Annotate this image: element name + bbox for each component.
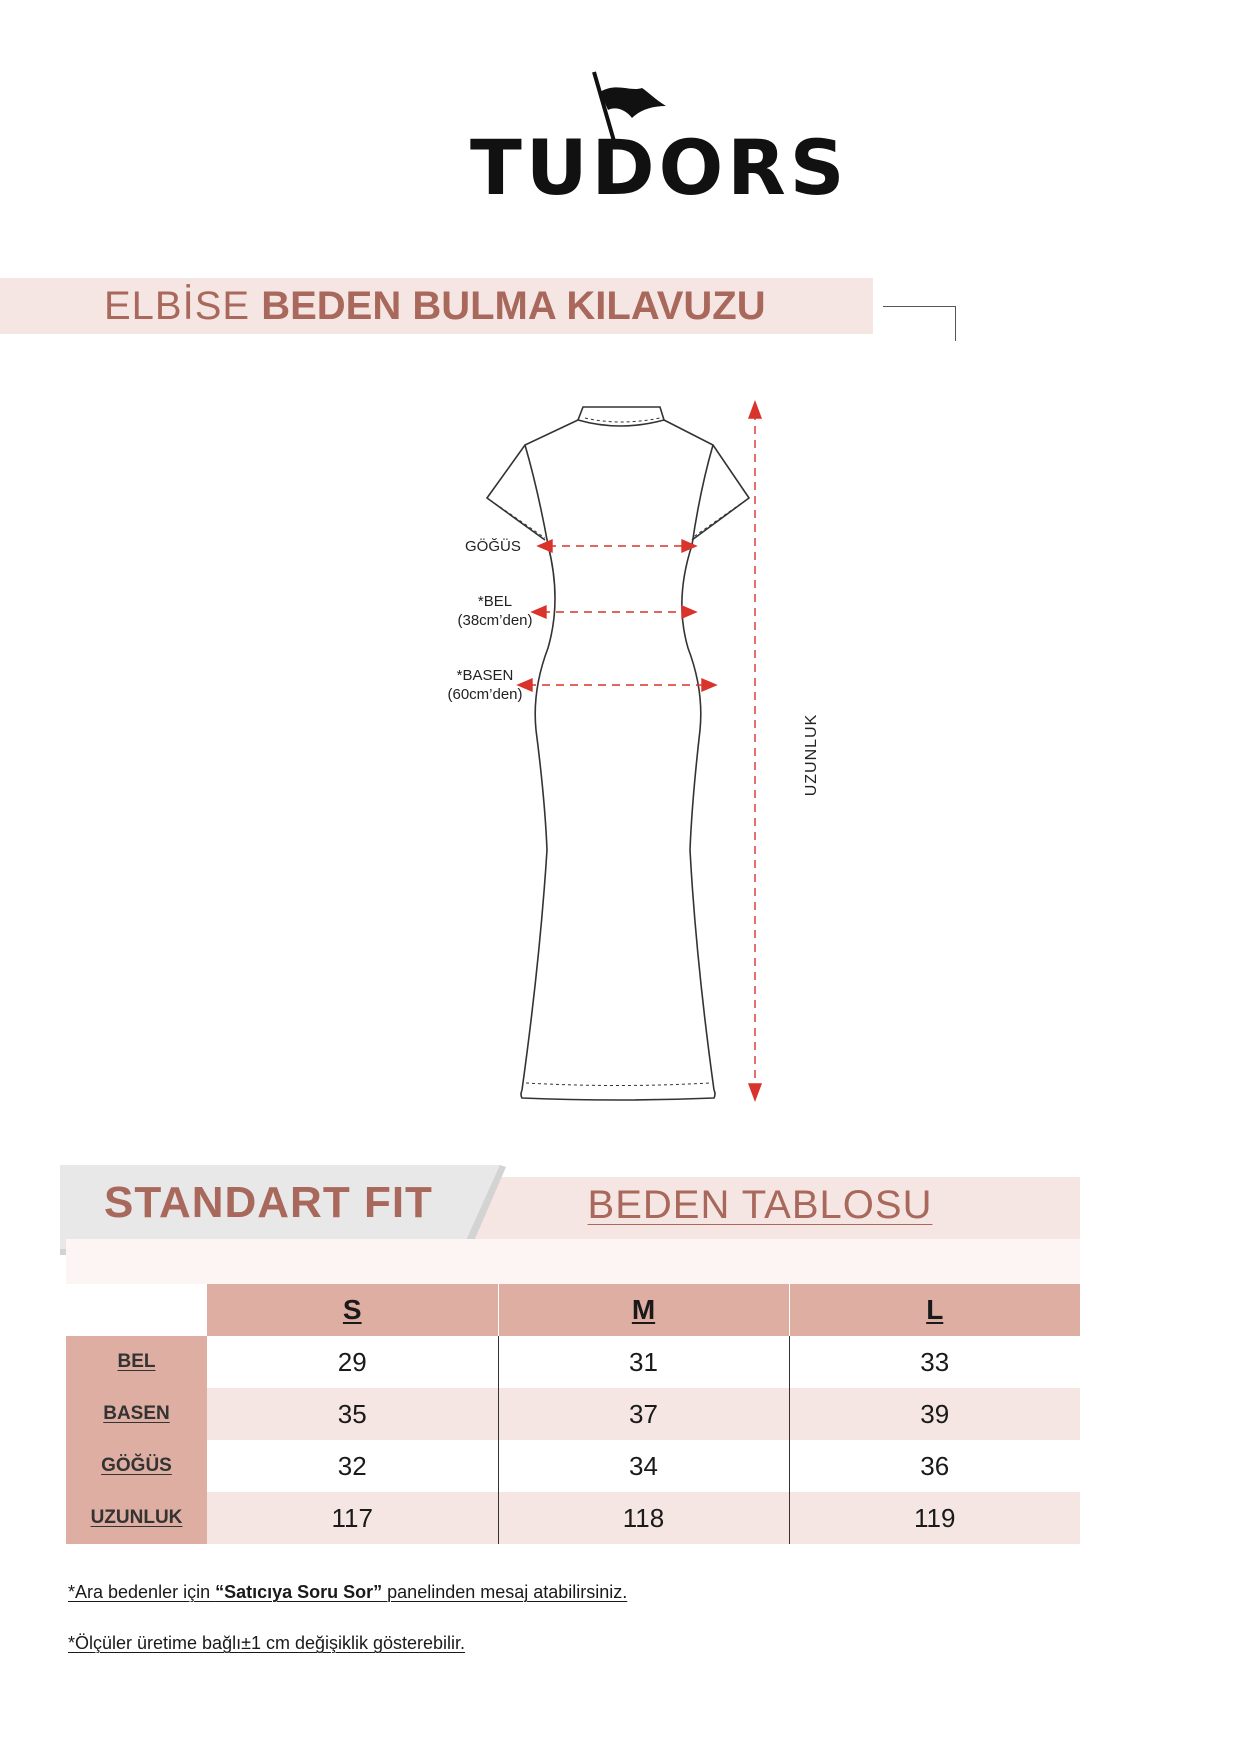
- table-top-fade: [66, 1239, 1080, 1284]
- title-corner-decoration: [883, 306, 956, 341]
- table-cell: 29: [337, 1346, 367, 1377]
- table-cell: 36: [920, 1450, 950, 1481]
- table-cell: 119: [789, 1492, 1080, 1544]
- table-cell: 35: [207, 1388, 498, 1440]
- title-band: [0, 278, 873, 334]
- uzunluk-label: UZUNLUK: [803, 713, 820, 797]
- table-cell: 39: [789, 1388, 1080, 1440]
- size-table: [66, 1284, 1080, 1544]
- note-1-suffix: panelinden mesaj atabilirsiniz.: [382, 1582, 628, 1602]
- table-header-row: [66, 1284, 1080, 1336]
- size-header-m: M: [498, 1284, 789, 1336]
- note-ara-beden: [68, 1582, 627, 1603]
- note-olcu-tolerans: *Ölçüler üretime bağlı±1 cm değişiklik gösterebilir.: [68, 1633, 466, 1653]
- table-cell: 31: [498, 1336, 789, 1388]
- title-light: ELBİSE: [104, 284, 251, 328]
- page-title: [104, 286, 766, 326]
- dress-diagram: [420, 395, 800, 1115]
- brand-name: TUDORS: [470, 123, 849, 212]
- fit-title: STANDART FIT: [104, 1178, 433, 1227]
- dress-right-sleeve: [664, 420, 749, 540]
- dress-left-sleeve: [487, 420, 578, 540]
- row-label-gogus: GÖĞÜS: [66, 1440, 207, 1492]
- bel-label-note: (38cm’den): [457, 612, 533, 629]
- gogus-label: GÖĞÜS: [465, 538, 521, 555]
- table-cell: 32: [337, 1450, 367, 1481]
- table-cell: 34: [498, 1440, 789, 1492]
- table-corner-cell: [66, 1284, 207, 1336]
- table-cell: 33: [920, 1346, 950, 1377]
- basen-label: [430, 666, 540, 704]
- table-cell: 37: [498, 1388, 789, 1440]
- size-header-s: S: [207, 1284, 498, 1336]
- basen-label-note: (60cm’den): [447, 686, 523, 703]
- bel-label-title: *BEL: [477, 593, 513, 610]
- dress-collar: [578, 407, 664, 426]
- row-label-uzunluk: UZUNLUK: [66, 1492, 207, 1544]
- row-label-basen: BASEN: [66, 1388, 207, 1440]
- table-title: BEDEN TABLOSU: [587, 1183, 933, 1227]
- basen-label-title: *BASEN: [456, 667, 514, 684]
- table-row: [66, 1440, 1080, 1492]
- note-1-bold: “Satıcıya Soru Sor”: [215, 1582, 383, 1602]
- table-cell: 118: [498, 1492, 789, 1544]
- table-row: [66, 1492, 1080, 1544]
- title-bold: BEDEN BULMA KILAVUZU: [261, 284, 766, 328]
- note-1-prefix: *Ara bedenler için: [68, 1582, 216, 1602]
- bel-label: [440, 592, 550, 630]
- table-row: [66, 1388, 1080, 1440]
- row-label-bel: BEL: [66, 1336, 207, 1388]
- table-row: [66, 1336, 1080, 1388]
- size-header-l: L: [789, 1284, 1080, 1336]
- brand-logo: [470, 70, 849, 212]
- dress-hem: [521, 1090, 715, 1100]
- table-cell: 117: [207, 1492, 498, 1544]
